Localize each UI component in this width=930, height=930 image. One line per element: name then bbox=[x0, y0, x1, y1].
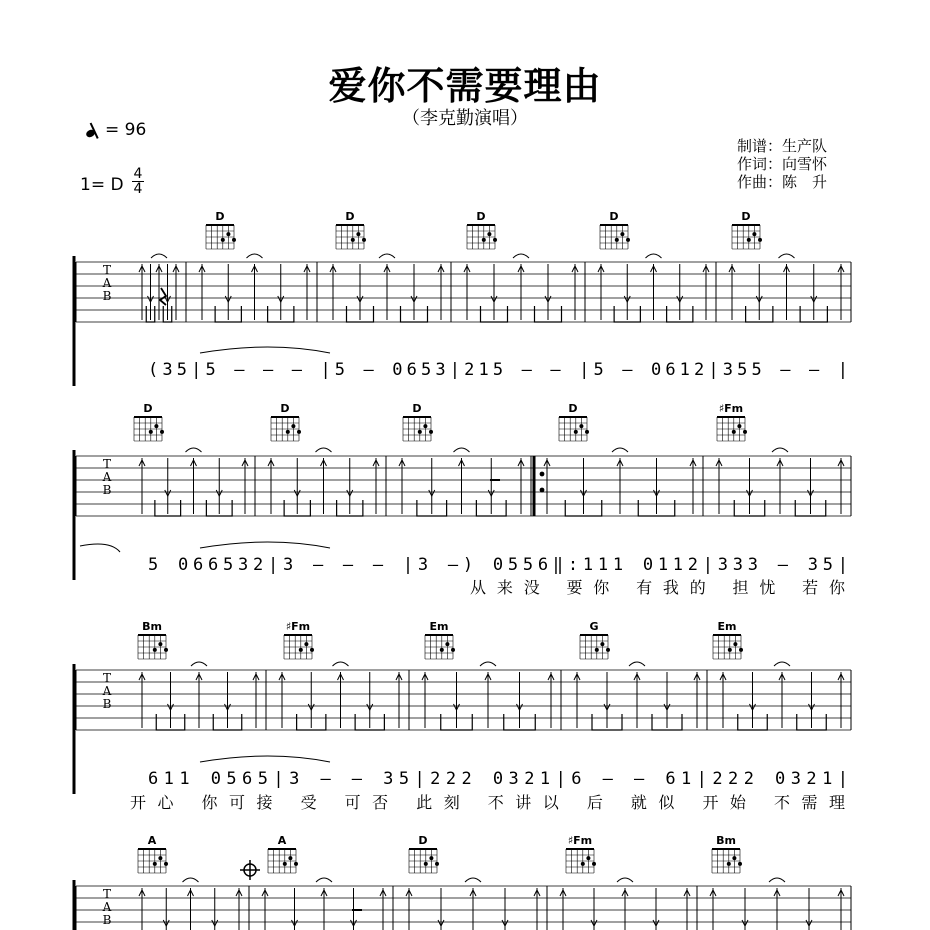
finger-dot bbox=[351, 238, 355, 242]
tie-arc bbox=[151, 254, 167, 258]
finger-dot bbox=[294, 862, 298, 866]
finger-dot bbox=[304, 642, 308, 646]
time-sig-bottom: 4 bbox=[133, 181, 143, 197]
credit-composer: 作曲：陈 升 bbox=[737, 173, 828, 191]
tie-arc bbox=[612, 448, 628, 452]
finger-dot bbox=[424, 862, 428, 866]
finger-dot bbox=[310, 648, 314, 652]
finger-dot bbox=[429, 430, 433, 434]
chord-name: Bm bbox=[716, 834, 736, 847]
chord-name: ♯Fm bbox=[285, 620, 311, 633]
chord-diagram bbox=[134, 402, 164, 441]
finger-dot bbox=[283, 862, 287, 866]
finger-dot bbox=[739, 648, 743, 652]
lyrics-line: 从来没 要你 有我的 担忧 若你 bbox=[470, 578, 845, 597]
chord-diagram bbox=[268, 834, 298, 873]
slur-arc bbox=[200, 347, 330, 353]
key-label: 1= D bbox=[80, 175, 124, 195]
tab-letter: T bbox=[102, 671, 112, 685]
time-sig-top: 4 bbox=[133, 166, 143, 182]
tab-letter: T bbox=[102, 887, 112, 901]
tie-arc bbox=[629, 662, 645, 666]
tab-letter: B bbox=[102, 289, 112, 303]
chord-name: ♯Fm bbox=[718, 402, 744, 415]
chord-name: D bbox=[215, 210, 225, 223]
finger-dot bbox=[299, 648, 303, 652]
finger-dot bbox=[288, 856, 292, 860]
finger-dot bbox=[727, 862, 731, 866]
finger-dot bbox=[585, 430, 589, 434]
chord-diagram bbox=[467, 210, 497, 249]
finger-dot bbox=[356, 232, 360, 236]
finger-dot bbox=[418, 430, 422, 434]
chord-name: D bbox=[412, 402, 422, 415]
tie-arc bbox=[513, 254, 529, 258]
finger-dot bbox=[286, 430, 290, 434]
finger-dot bbox=[728, 648, 732, 652]
jianpu-notation: (35|5 — — — |5 — 0653|215 — — |5 — 0612|355 — — | bbox=[148, 360, 849, 380]
chord-diagram bbox=[271, 402, 301, 441]
chord-name: Bm bbox=[142, 620, 162, 633]
chord-diagram bbox=[336, 210, 366, 249]
finger-dot bbox=[429, 856, 433, 860]
tie-arc bbox=[186, 448, 202, 452]
tie-arc bbox=[247, 254, 263, 258]
chord-diagram bbox=[138, 620, 168, 659]
tie-arc bbox=[617, 878, 633, 882]
chord-diagram bbox=[206, 210, 236, 249]
tempo-value: = 96 bbox=[105, 120, 147, 140]
chord-name: ♯Fm bbox=[567, 834, 593, 847]
chord-diagram bbox=[732, 210, 762, 249]
chord-name: D bbox=[609, 210, 619, 223]
chord-name: D bbox=[280, 402, 290, 415]
tie-arc bbox=[191, 662, 207, 666]
chord-diagram bbox=[566, 834, 596, 873]
tie-arc bbox=[183, 878, 199, 882]
finger-dot bbox=[482, 238, 486, 242]
finger-dot bbox=[297, 430, 301, 434]
finger-dot bbox=[160, 430, 164, 434]
repeat-dot bbox=[540, 488, 545, 493]
finger-dot bbox=[149, 430, 153, 434]
tie-arc bbox=[333, 662, 349, 666]
finger-dot bbox=[362, 238, 366, 242]
chord-diagram bbox=[559, 402, 589, 441]
song-title: 爱你不需要理由 bbox=[328, 64, 602, 108]
rest-icon bbox=[160, 288, 166, 305]
jianpu-notation: 5 066532|3 — — — |3 —) 0556‖:111 0112|333 — 35| bbox=[148, 555, 849, 575]
finger-dot bbox=[158, 642, 162, 646]
tab-staff bbox=[74, 878, 851, 930]
finger-dot bbox=[154, 424, 158, 428]
finger-dot bbox=[451, 648, 455, 652]
finger-dot bbox=[164, 648, 168, 652]
finger-dot bbox=[291, 424, 295, 428]
chord-name: D bbox=[476, 210, 486, 223]
repeat-dot bbox=[540, 472, 545, 477]
credit-lyricist: 作词：向雪怀 bbox=[737, 155, 828, 173]
tab-letter: B bbox=[102, 483, 112, 497]
finger-dot bbox=[435, 862, 439, 866]
finger-dot bbox=[747, 238, 751, 242]
tab-letter: A bbox=[102, 470, 112, 484]
finger-dot bbox=[732, 856, 736, 860]
chord-name: A bbox=[277, 834, 287, 847]
chord-diagram bbox=[600, 210, 630, 249]
finger-dot bbox=[581, 862, 585, 866]
finger-dot bbox=[620, 232, 624, 236]
chord-name: D bbox=[345, 210, 355, 223]
finger-dot bbox=[737, 424, 741, 428]
finger-dot bbox=[221, 238, 225, 242]
finger-dot bbox=[164, 862, 168, 866]
tie-arc bbox=[769, 878, 785, 882]
finger-dot bbox=[592, 862, 596, 866]
tab-letter: B bbox=[102, 697, 112, 711]
tie-arc bbox=[646, 254, 662, 258]
chord-name: D bbox=[143, 402, 153, 415]
tie-arc bbox=[480, 662, 496, 666]
finger-dot bbox=[579, 424, 583, 428]
chord-diagram bbox=[713, 620, 743, 659]
finger-dot bbox=[758, 238, 762, 242]
finger-dot bbox=[606, 648, 610, 652]
finger-dot bbox=[574, 430, 578, 434]
finger-dot bbox=[158, 856, 162, 860]
tie-arc bbox=[316, 448, 332, 452]
tab-letter: T bbox=[102, 263, 112, 277]
finger-dot bbox=[153, 862, 157, 866]
credit-arranger: 制谱：生产队 bbox=[737, 137, 828, 155]
tie-arc bbox=[772, 448, 788, 452]
chord-diagram bbox=[717, 402, 747, 441]
finger-dot bbox=[440, 648, 444, 652]
slur-arc bbox=[200, 542, 330, 548]
tie-arc bbox=[316, 878, 332, 882]
chord-name: A bbox=[147, 834, 157, 847]
chord-diagram bbox=[712, 834, 742, 873]
lyrics-line: 开心 你可接 受 可否 此刻 不讲以 后 就似 开始 不需理 bbox=[130, 793, 846, 812]
chord-diagram bbox=[284, 620, 314, 659]
chord-diagram bbox=[138, 834, 168, 873]
tab-letter: A bbox=[102, 276, 112, 290]
finger-dot bbox=[600, 642, 604, 646]
finger-dot bbox=[733, 642, 737, 646]
tie-arc bbox=[774, 662, 790, 666]
finger-dot bbox=[153, 648, 157, 652]
finger-dot bbox=[586, 856, 590, 860]
finger-dot bbox=[732, 430, 736, 434]
tie-arc bbox=[779, 254, 795, 258]
slur-arc bbox=[200, 756, 330, 762]
slur-arc bbox=[80, 544, 120, 552]
finger-dot bbox=[493, 238, 497, 242]
finger-dot bbox=[423, 424, 427, 428]
chord-name: D bbox=[568, 402, 578, 415]
chord-diagram bbox=[409, 834, 439, 873]
chord-name: D bbox=[741, 210, 751, 223]
finger-dot bbox=[232, 238, 236, 242]
chord-name: D bbox=[418, 834, 428, 847]
finger-dot bbox=[445, 642, 449, 646]
chord-name: G bbox=[589, 620, 599, 633]
tab-letter: T bbox=[102, 457, 112, 471]
finger-dot bbox=[595, 648, 599, 652]
finger-dot bbox=[743, 430, 747, 434]
chord-name: Em bbox=[717, 620, 737, 633]
tab-letter: B bbox=[102, 913, 112, 927]
finger-dot bbox=[752, 232, 756, 236]
tab-letter: A bbox=[102, 684, 112, 698]
song-subtitle: （李克勤演唱） bbox=[402, 108, 528, 129]
tab-letter: A bbox=[102, 900, 112, 914]
chord-diagram bbox=[425, 620, 455, 659]
jianpu-notation: 611 0565|3 — — 35|222 0321|6 — — 61|222 0321| bbox=[148, 769, 848, 789]
finger-dot bbox=[738, 862, 742, 866]
chord-diagram bbox=[580, 620, 610, 659]
finger-dot bbox=[615, 238, 619, 242]
tie-arc bbox=[465, 878, 481, 882]
chord-diagram bbox=[403, 402, 433, 441]
tie-arc bbox=[379, 254, 395, 258]
finger-dot bbox=[487, 232, 491, 236]
finger-dot bbox=[226, 232, 230, 236]
finger-dot bbox=[626, 238, 630, 242]
tie-arc bbox=[454, 448, 470, 452]
chord-name: Em bbox=[429, 620, 449, 633]
